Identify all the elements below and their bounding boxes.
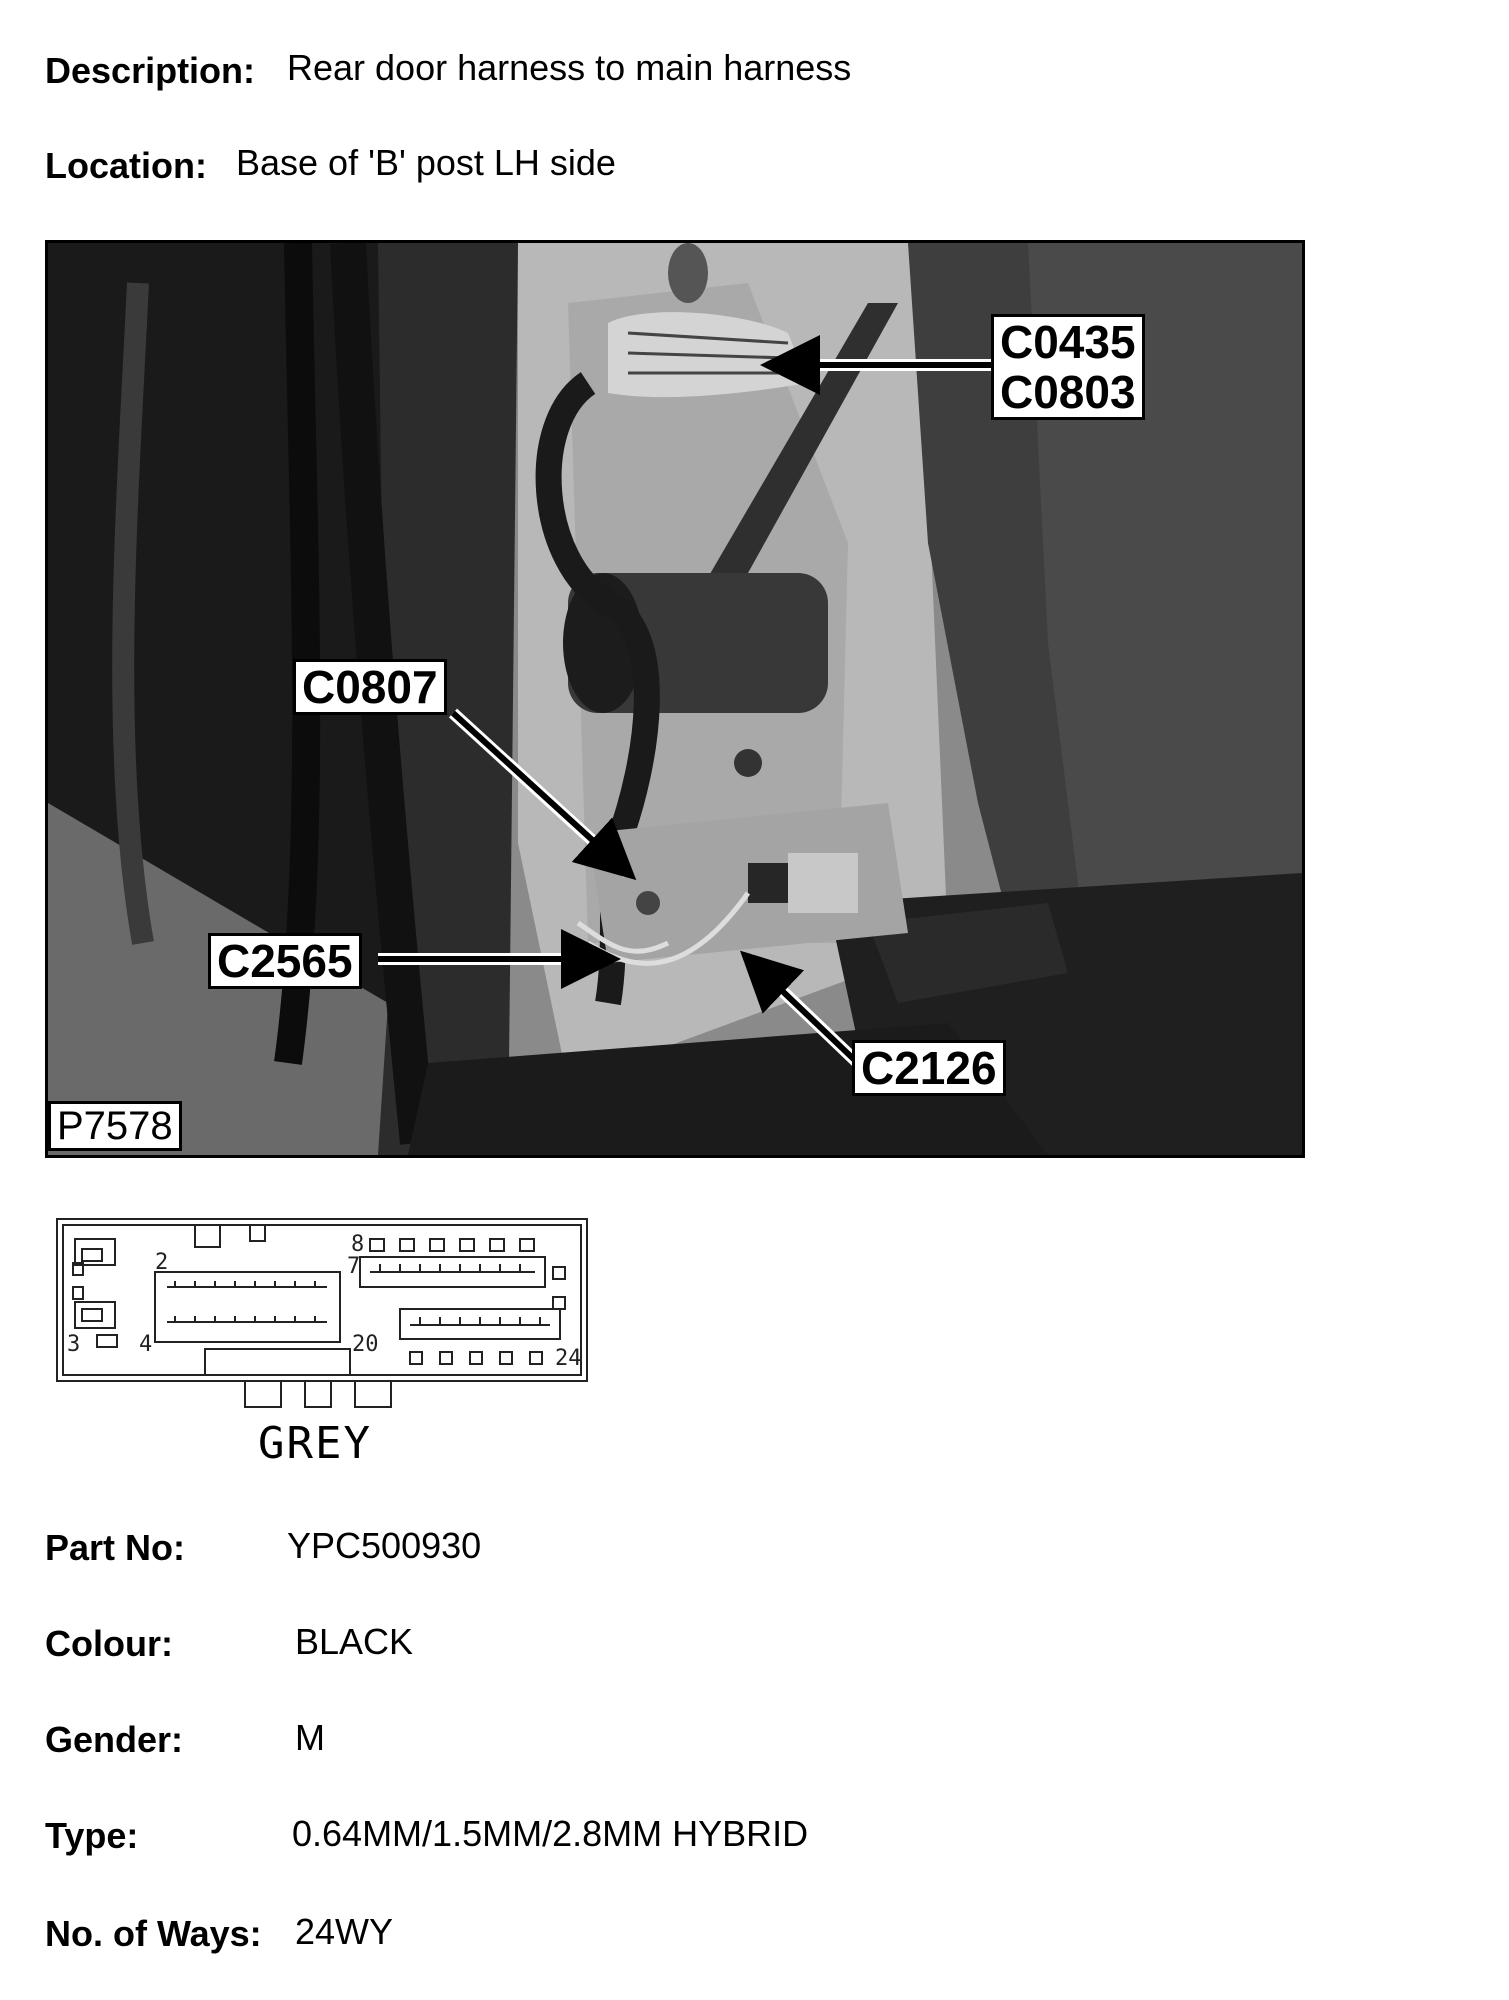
figure-id: P7578 — [48, 1101, 182, 1151]
callout-c0435-c0803 — [991, 314, 1145, 420]
callout-c2565: C2565 — [208, 933, 362, 989]
arrow-c2126 — [753, 963, 863, 1068]
location-label: Location: — [45, 145, 207, 186]
part-no-value: YPC500930 — [287, 1525, 482, 1566]
colour-value: BLACK — [295, 1621, 414, 1662]
gender-value: M — [295, 1717, 325, 1758]
type-label: Type: — [45, 1815, 139, 1856]
location-photo — [45, 240, 1305, 1158]
location-value: Base of 'B' post LH side — [236, 142, 616, 183]
pin-label: 8 — [351, 1232, 365, 1257]
callout-c2126: C2126 — [852, 1040, 1006, 1096]
gender-label: Gender: — [45, 1719, 184, 1760]
description-value: Rear door harness to main harness — [287, 47, 852, 88]
description-label: Description: — [45, 50, 256, 91]
pin-label: 4 — [139, 1332, 153, 1357]
callout-c0807: C0807 — [293, 659, 447, 715]
ways-label: No. of Ways: — [45, 1913, 262, 1954]
colour-label: Colour: — [45, 1623, 173, 1664]
part-no-label: Part No: — [45, 1527, 186, 1568]
pin-label: 20 — [352, 1332, 379, 1357]
ways-value: 24WY — [295, 1911, 394, 1952]
type-value: 0.64MM/1.5MM/2.8MM HYBRID — [292, 1813, 809, 1854]
callout-c0435: C0435 — [1000, 316, 1136, 368]
pin-label: 2 — [155, 1250, 169, 1275]
callout-c0803: C0803 — [1000, 366, 1136, 418]
pin-label: 3 — [67, 1332, 81, 1357]
connector-colour-label: GREY — [258, 1418, 372, 1469]
pin-label: 24 — [555, 1346, 582, 1371]
pin-label: 7 — [347, 1254, 361, 1279]
arrow-c0807 — [453, 713, 623, 868]
